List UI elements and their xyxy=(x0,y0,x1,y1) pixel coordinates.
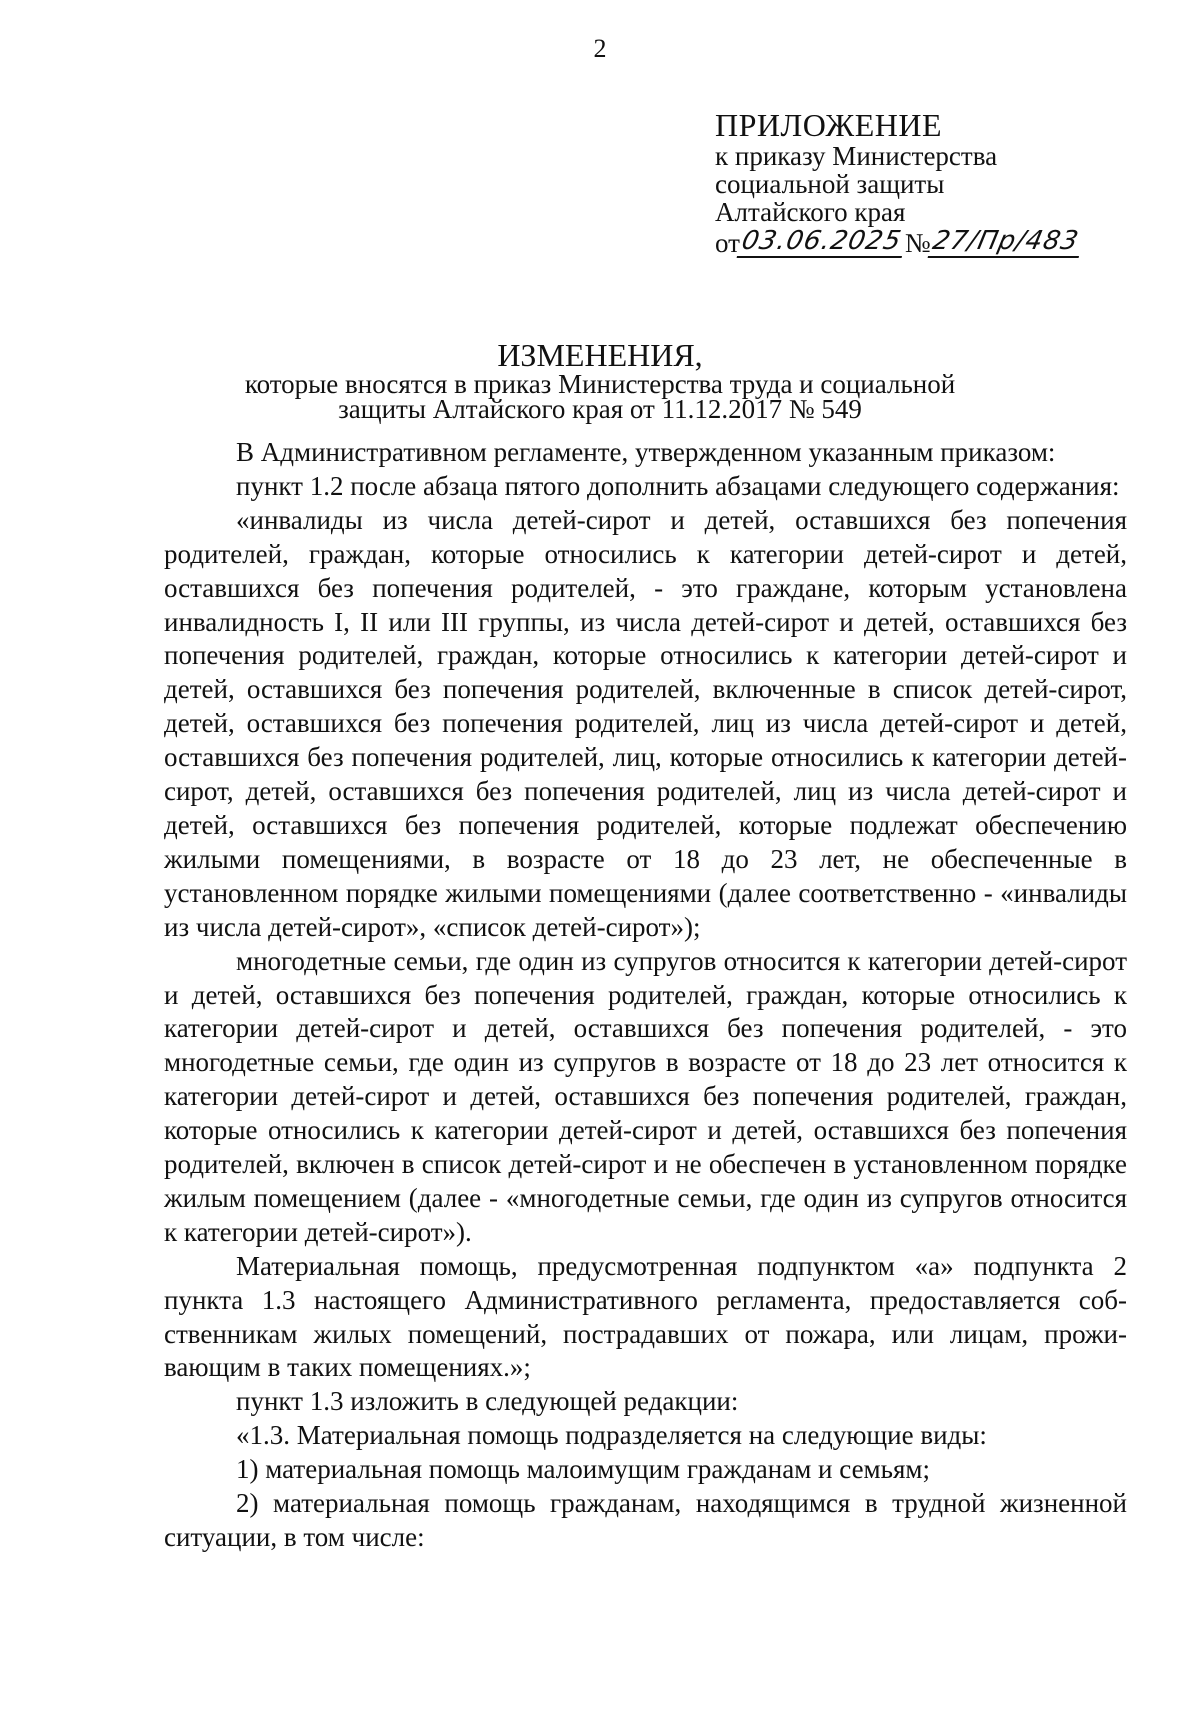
heading-title: ИЗМЕНЕНИЯ, xyxy=(497,337,703,373)
heading-subtitle-line: которые вносятся в приказ Министерства труда и социальной xyxy=(244,369,956,399)
paragraph: многодетные семьи, где один из супругов относится к категории детей-сирот и детей, оставшихся без попечения родителей, граждан, которые относились к категории детей-сирот и детей, оставшихся без попечения родителей, - это многодетные семьи, где один из супругов в возрасте от 18 до 23 лет относится к категории детей-сирот и детей, оставшихся без попечения родителей, граждан, которые относились к категории детей-сирот и детей, оставшихся без попечения родителей, включен в список детей-сирот и не обеспечен в установленном порядке жилым помещением (далее - «многодетные семьи, где один из супругов относится к категории детей-сирот»). xyxy=(164,945,1127,1247)
paragraph: 2) материальная помощь гражданам, находящимся в трудной жизненной ситуации, в том числе: xyxy=(164,1488,1127,1552)
paragraph: «инвалиды из числа детей-сирот и детей, оставшихся без попечения родителей, граждан, которые относились к категории детей-сирот и детей, оставшихся без попечения родителей, - это граждане, которым установлена инвалидность I, II или III группы, из числа детей-сирот и детей, оставшихся без попечения родителей, граждан, которые относились к категории детей-сирот и детей, оставшихся без попечения родителей, включенные в список детей-сирот, детей, оставшихся без попечения родителей, лиц из числа детей-сирот и детей, оставшихся без попечения родителей, лиц, которые относились к категории детей-сирот, детей, оставшихся без попечения родителей, лиц из числа детей-сирот и детей, оставшихся без попечения родителей, которые подлежат обеспечению жилыми помещениями, в возрасте от 18 до 23 лет, не обеспеченные в установленном порядке жилыми помещениями (далее соответственно - «инвалиды из числа детей-сирот», «список детей-сирот»); xyxy=(164,504,1127,942)
handwritten-number: 27/Пр/483 xyxy=(927,226,1085,258)
heading-subtitle-line: защиты Алтайского края от 11.12.2017 № 549 xyxy=(338,394,862,424)
handwritten-date: 03.06.2025 xyxy=(737,226,909,258)
order-date-number xyxy=(715,226,1175,258)
paragraph: пункт 1.2 после абзаца пятого дополнить абзацами следующего содержания: xyxy=(236,470,1120,501)
paragraph: пункт 1.3 изложить в следующей редакции: xyxy=(236,1386,739,1417)
appendix-line: Алтайского края xyxy=(715,197,906,227)
paragraph: В Административном регламенте, утвержденном указанным приказом: xyxy=(236,437,1056,467)
number-sign: № xyxy=(904,228,931,258)
appendix-line: к приказу Министерства xyxy=(715,141,998,171)
date-prefix: от xyxy=(715,228,740,258)
appendix-title: ПРИЛОЖЕНИЕ xyxy=(715,107,943,143)
page-number: 2 xyxy=(593,34,607,63)
document-heading xyxy=(0,338,1200,422)
appendix-block xyxy=(715,108,1175,258)
appendix-line: социальной защиты xyxy=(715,169,945,199)
paragraph: 1) материальная помощь малоимущим гражданам и семьям; xyxy=(236,1454,930,1485)
paragraph: «1.3. Материальная помощь подразделяется на следующие виды: xyxy=(236,1420,987,1451)
paragraph: Материальная помощь, предусмотренная подпунктом «а» подпункта 2 пункта 1.3 настоящего Административного регламента, предоставляется собственникам жилых помещений, пострадавших от пожара, или лицам, проживающим в таких помещениях.»; xyxy=(164,1250,1127,1383)
document-body xyxy=(164,436,1127,1555)
